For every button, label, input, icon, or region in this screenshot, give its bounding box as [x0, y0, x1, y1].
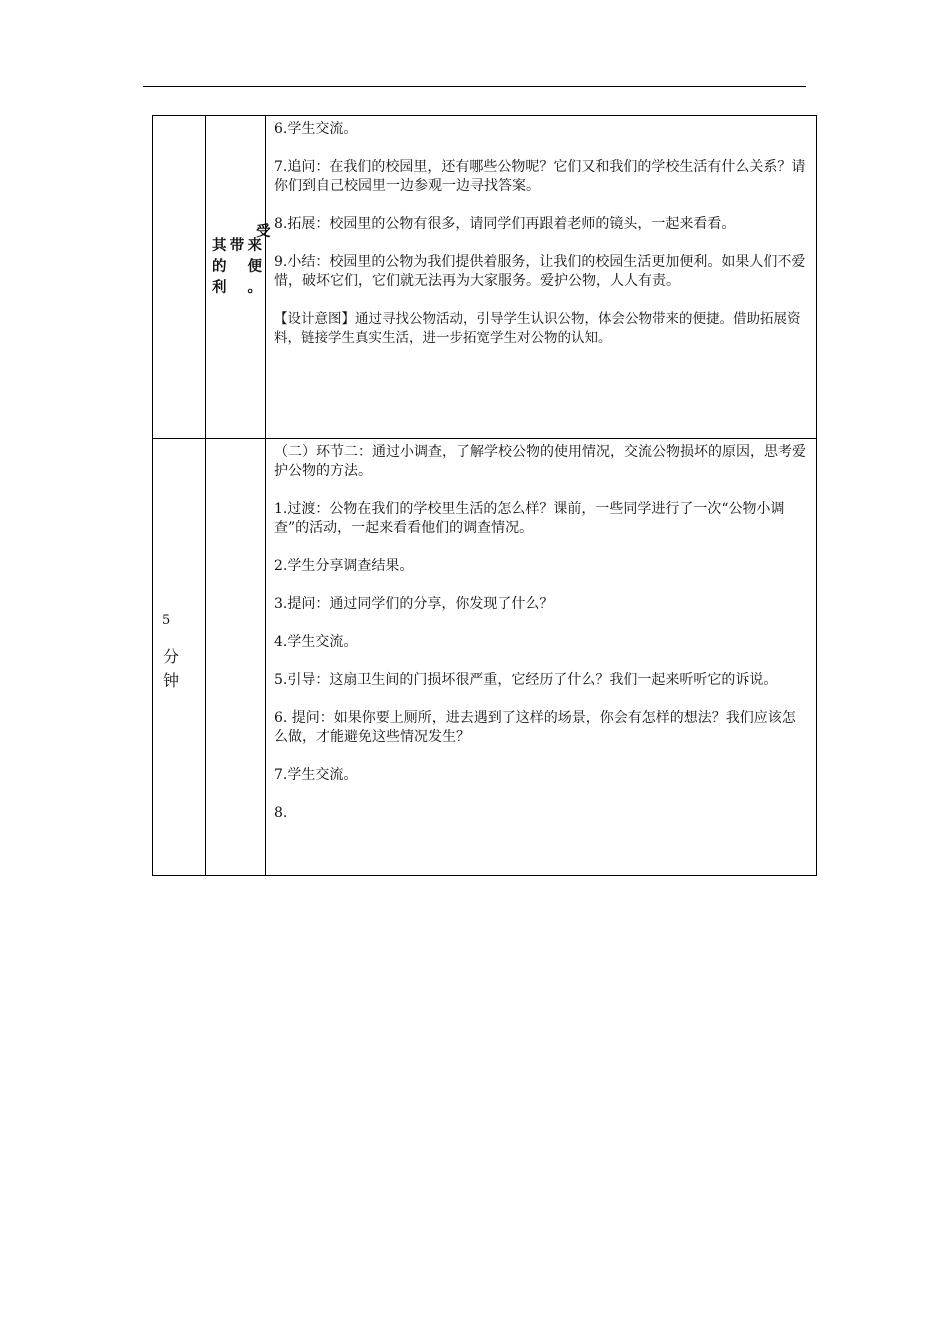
list-item: 7.学生交流。 [274, 767, 358, 783]
section-heading: （二）环节二：通过小调查，了解学校公物的使用情况，交流公物损坏的原因，思考爱护公物的方法。 [274, 444, 806, 479]
list-item: 6.学生交流。 [274, 121, 358, 137]
content-cell [266, 439, 817, 876]
list-item: 4.学生交流。 [274, 634, 358, 650]
header-rule [143, 86, 806, 87]
time-number: 5 [162, 613, 171, 628]
topic-cell-empty [206, 439, 266, 876]
lesson-plan-table [152, 115, 817, 876]
list-item: 8. [274, 805, 288, 821]
topic-tail: 受 [256, 224, 271, 240]
topic-text: 其带来的便利。 [212, 238, 262, 296]
time-unit: 分钟 [163, 647, 180, 690]
topic-cell [206, 116, 271, 439]
list-item: 2.学生分享调查结果。 [274, 558, 414, 574]
list-item: 7.追问：在我们的校园里，还有哪些公物呢？它们又和我们的学校生活有什么关系？请你们到自己校园里一边参观一边寻找答案。 [274, 159, 806, 194]
time-cell-empty [153, 116, 206, 439]
design-intent: 【设计意图】通过寻找公物活动，引导学生认识公物，体会公物带来的便捷。借助拓展资料，链接学生真实生活，进一步拓宽学生对公物的认知。 [274, 311, 801, 346]
content-cell [266, 116, 817, 439]
list-item: 1.过渡：公物在我们的学校里生活的怎么样？课前，一些同学进行了一次“公物小调查”的活动，一起来看看他们的调查情况。 [274, 501, 785, 536]
list-item: 8.拓展：校园里的公物有很多，请同学们再跟着老师的镜头，一起来看看。 [274, 216, 736, 232]
list-item: 3.提问：通过同学们的分享，你发现了什么？ [274, 596, 554, 612]
time-cell [153, 439, 206, 876]
table-row [153, 116, 817, 439]
list-item: 5.引导：这扇卫生间的门损坏很严重，它经历了什么？我们一起来听听它的诉说。 [274, 672, 778, 688]
list-item: 9.小结：校园里的公物为我们提供着服务，让我们的校园生活更加便利。如果人们不爱惜，破坏它们，它们就无法再为大家服务。爱护公物，人人有责。 [274, 254, 806, 289]
table-row [153, 439, 817, 876]
list-item: 6. 提问：如果你要上厕所，进去遇到了这样的场景，你会有怎样的想法？我们应该怎么做，才能避免这些情况发生？ [274, 710, 796, 745]
